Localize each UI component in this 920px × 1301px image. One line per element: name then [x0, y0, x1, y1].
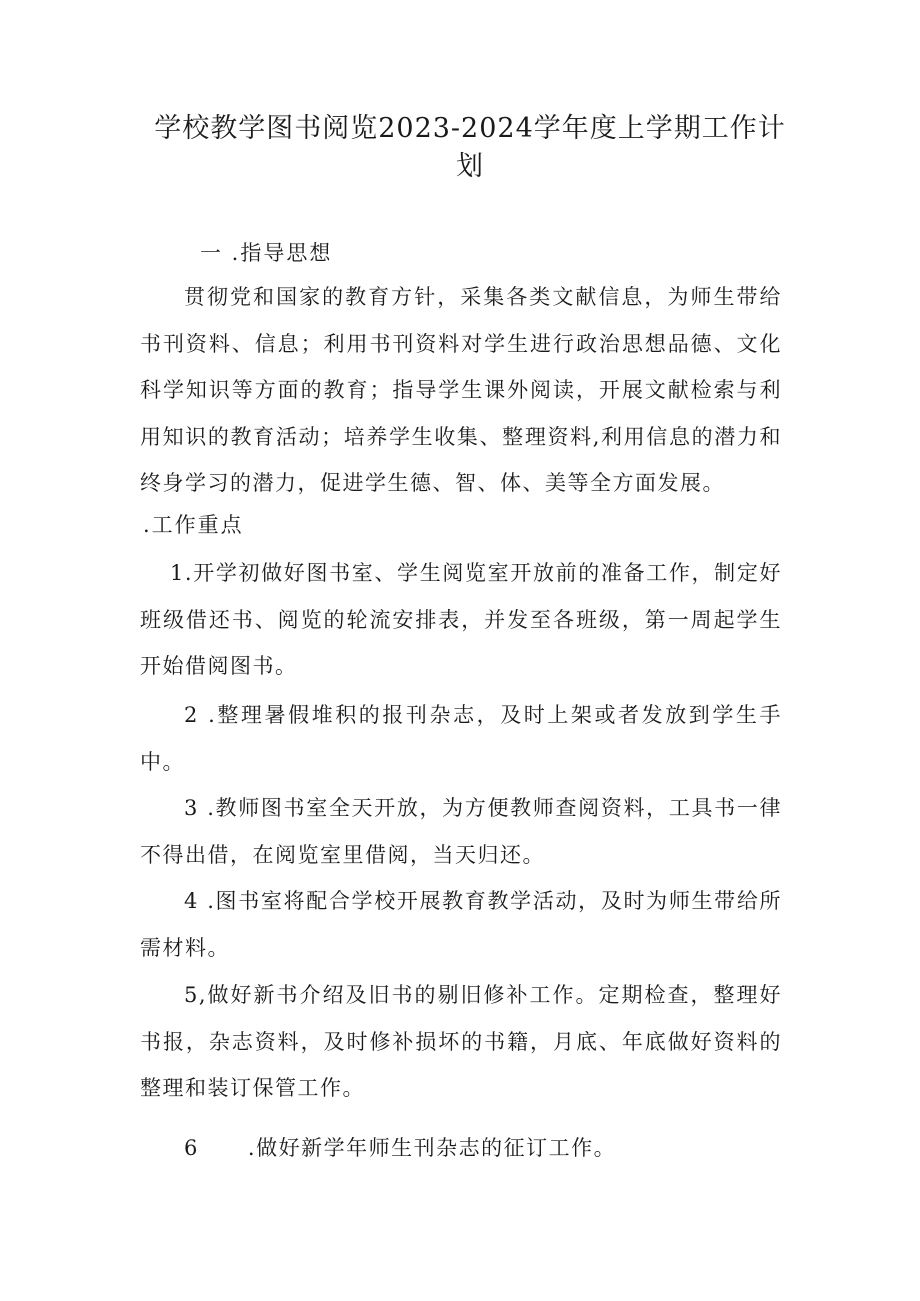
work-item-1: 1.开学初做好图书室、学生阅览室开放前的准备工作，制定好班级借还书、阅览的轮流安排表，并发至各班级，第一周起学生开始借阅图书。	[140, 561, 782, 678]
guiding-ideology-paragraph: 贯彻党和国家的教育方针，采集各类文献信息，为师生带给书刊资料、信息；利用书刊资料对学生进行政治思想品德、文化科学知识等方面的教育；指导学生课外阅读，开展文献检索与利用知识的教育活动；培养学生收集、整理资料,利用信息的潜力和终身学习的潜力，促进学生德、智、体、美等全方面发展。	[140, 285, 782, 495]
section-heading-guiding-ideology: 一 .指导思想	[200, 241, 333, 265]
work-item-6: 6 .做好新学年师生刊杂志的征订工作。	[184, 1136, 617, 1160]
work-item-5: 5,做好新书介绍及旧书的剔旧修补工作。定期检查，整理好书报，杂志资料，及时修补损坏的书籍，月底、年底做好资料的整理和装订保管工作。	[140, 983, 782, 1100]
work-item-4: 4 .图书室将配合学校开展教育教学活动，及时为师生带给所需材料。	[140, 889, 782, 960]
document-title: 学校教学图书阅览2023-2024学年度上学期工作计划	[154, 113, 786, 182]
section-heading-work-focus: .工作重点	[143, 513, 244, 537]
work-item-2: 2 .整理暑假堆积的报刊杂志，及时上架或者发放到学生手中。	[140, 703, 782, 774]
work-item-3: 3 .教师图书室全天开放，为方便教师查阅资料，工具书一律不得出借，在阅览室里借阅，当天归还。	[140, 796, 782, 867]
